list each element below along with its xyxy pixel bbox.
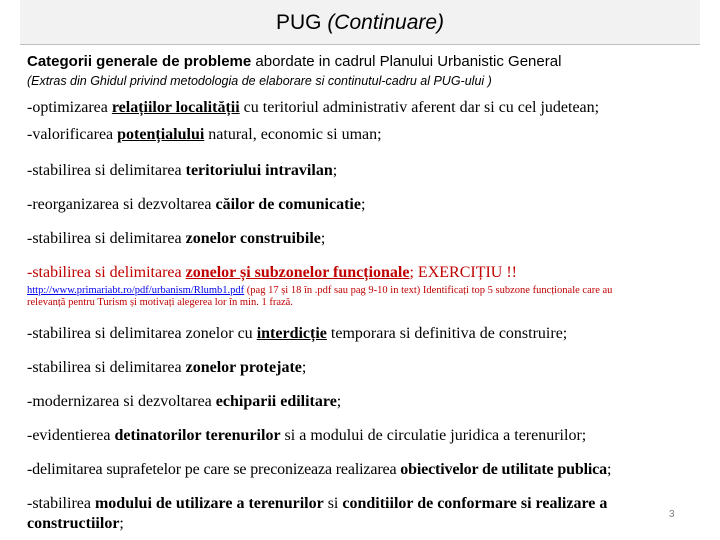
list-item [27,393,341,411]
slide-title-sub: (Continuare) [327,11,445,34]
item-keyword: zonelor protejate [185,359,302,376]
item-text: -evidentierea [27,427,115,444]
item-text: ; [360,196,366,213]
list-item [27,427,586,445]
item-text: -valorificarea [27,126,118,143]
item-keyword: căilor de comunicatie [215,196,361,213]
item-text: ; [336,393,342,410]
exercise-text-2: relevanță pentru Turism și motivați alegerea lor în min. 1 frază. [27,297,293,308]
list-item [27,359,306,377]
page-number: 3 [669,509,675,520]
item-text: temporara si definitiva de construire; [326,325,568,342]
source-note: (Extras din Ghidul privind metodologia de elaborare si continutul-cadru al PUG-ului ) [27,74,492,88]
item-text: ; [320,230,326,247]
item-keyword: echiparii edilitare [215,393,337,410]
item-text: -stabilirea si delimitarea [27,162,186,179]
item-keyword: conditiilor de conformare si realizare a [342,495,608,512]
list-item [27,196,365,214]
list-item [27,461,611,479]
item-keyword: interdicție [256,325,327,342]
list-item [27,126,382,144]
item-keyword: zonelor și subzonelor funcționale [185,264,410,281]
exercise-link[interactable]: http://www.primariabt.ro/pdf/urbanism/Rlumb1.pdf [27,285,245,296]
item-text: ; [119,515,124,532]
subtitle-bold: Categorii generale de probleme [27,53,252,70]
slide-title [20,0,700,44]
item-text: ; [332,162,338,179]
item-text: -stabilirea [27,495,95,512]
item-text: -optimizarea [27,99,112,116]
item-keyword: zonelor construibile [185,230,321,247]
item-text: -stabilirea si delimitarea [27,230,186,247]
item-keyword: modului de utilizare a terenurilor [94,495,324,512]
item-keyword: constructiilor [27,515,120,532]
item-text: natural, economic si uman; [204,126,382,143]
slide-title-main: PUG [275,11,322,34]
item-text: si a modului de circulatie juridica a terenurilor; [280,427,587,444]
item-keyword: relațiilor localității [111,99,240,116]
list-item [27,230,325,248]
list-item [27,495,607,513]
list-item [27,99,599,117]
item-text: ; [607,461,612,478]
exercise-label: ; EXERCIȚIU !! [409,264,517,281]
item-text: cu teritoriul administrativ aferent dar si cu cel judetean; [239,99,600,116]
item-text: -delimitarea suprafetelor pe care se preconizeaza realizarea [27,461,401,478]
item-text: si [323,495,343,512]
item-text: -reorganizarea si dezvoltarea [27,196,216,213]
section-subtitle [27,53,561,70]
item-text: -stabilirea si delimitarea [27,264,186,281]
title-divider [20,44,700,45]
item-text: -modernizarea si dezvoltarea [27,393,216,410]
exercise-text: (pag 17 și 18 în .pdf sau pag 9-10 in text) Identificați top 5 subzone funcționale care au [244,285,613,296]
item-keyword: obiectivelor de utilitate publica [400,461,607,478]
item-keyword: detinatorilor terenurilor [114,427,281,444]
exercise-instructions [27,285,697,309]
item-text: -stabilirea si delimitarea [27,359,186,376]
list-item [27,162,337,180]
exercise-item [27,264,517,282]
subtitle-rest: abordate in cadrul Planului Urbanistic General [255,53,562,70]
item-keyword: potențialului [117,126,205,143]
list-item-continued [27,515,124,533]
item-text: -stabilirea si delimitarea zonelor cu [27,325,257,342]
item-text: ; [301,359,307,376]
item-keyword: teritoriului intravilan [185,162,333,179]
list-item [27,325,567,343]
